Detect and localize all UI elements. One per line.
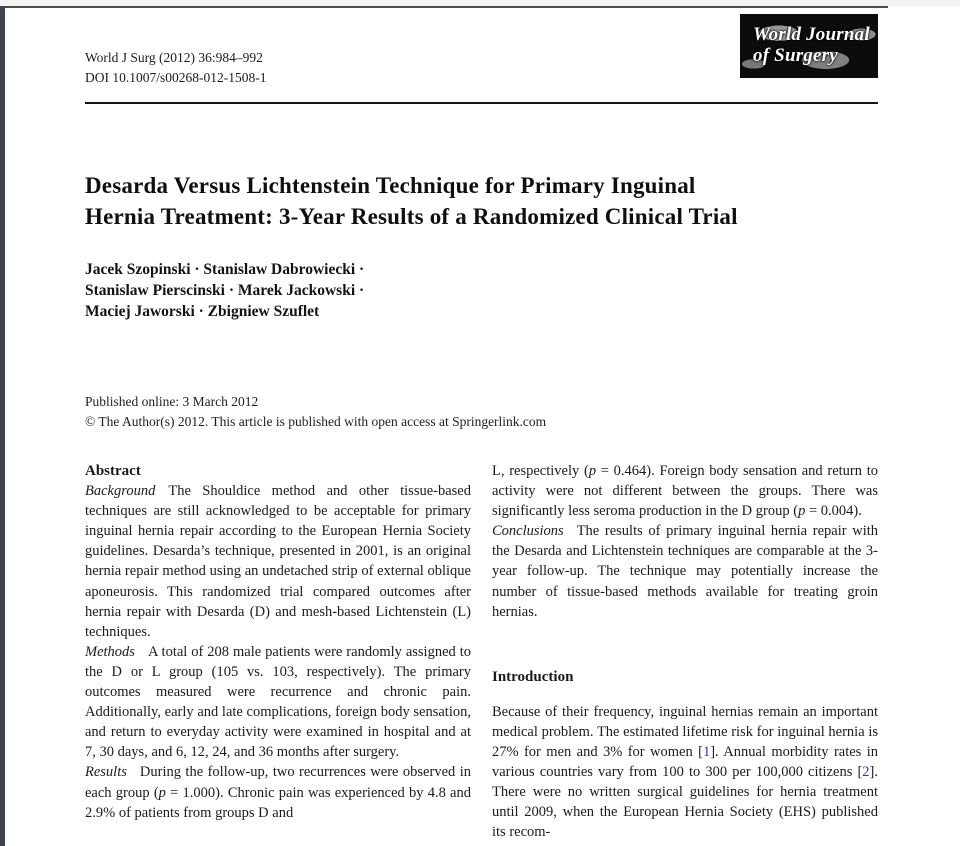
title-line: Hernia Treatment: 3-Year Results of a Randomized Clinical Trial	[85, 204, 738, 229]
text-segment: ]. There were no written surgical guidelines for hernia treatment until 2009, when the European Hernia Society (EHS) published its recom-	[492, 764, 878, 841]
text-segment: p	[588, 463, 597, 479]
publication-info	[85, 392, 878, 431]
text-segment: p	[158, 784, 166, 801]
text-segment: The Shouldice method and other tissue-based techniques are still acknowledged to be acceptable for primary inguinal hernia repair according to the European Hernia Society guidelines. Desarda’s technique, presented in 2001, is an original hernia repair method using an undetached strip of external oblique aponeurosis. This randomized trial compared outcomes after hernia repair with Desarda (D) and mesh-based Lichtenstein (L) techniques.	[85, 483, 471, 640]
abstract-conclusions-paragraph	[492, 521, 878, 621]
author-line: Maciej Jaworski · Zbigniew Szuflet	[85, 303, 320, 320]
author-line: Stanislaw Pierscinski · Marek Jackowski ·	[85, 282, 365, 299]
copyright-notice: © The Author(s) 2012. This article is published with open access at Springerlink.com	[85, 413, 547, 429]
text-segment: ]. Annual morbidity rates in various countries vary from 100 to 300 per 100,000 citizens [	[492, 744, 878, 781]
abstract-background-paragraph	[85, 481, 471, 642]
text-segment: p	[798, 503, 806, 520]
introduction-paragraph	[492, 702, 878, 843]
author-list	[85, 259, 878, 322]
text-segment: Because of their frequency, inguinal hernias remain an important medical problem. The estimated lifetime risk for inguinal hernia is 27% for men and 3% for women [	[492, 703, 878, 761]
left-column	[85, 461, 471, 843]
journal-logo	[740, 14, 878, 78]
published-online-date: Published online: 3 March 2012	[85, 394, 259, 409]
two-column-body	[85, 461, 878, 843]
journal-logo-text	[740, 14, 878, 66]
right-column	[492, 461, 878, 843]
text-segment: A total of 208 male patients were randomly assigned to the D or L group (105 vs. 103, respectively). The primary outcomes measured were recurrence and chronic pain. Additionally, early and late complications, foreign body sensation, and return to everyday activity were examined in hospital and at 7, 30 days, and 6, 12, 24, and 36 months after surgery.	[85, 643, 471, 761]
abstract-methods-paragraph	[85, 642, 471, 763]
paragraph-label: Background	[85, 483, 156, 500]
article-page	[5, 8, 960, 846]
abstract-results-paragraph	[85, 762, 471, 822]
text-segment: = 0.004).	[805, 503, 862, 520]
text-segment: L, respectively (	[492, 463, 589, 479]
journal-logo-line2: of Surgery	[753, 45, 838, 66]
doi-line: DOI 10.1007/s00268-012-1508-1	[85, 70, 267, 85]
text-segment: = 0.464). Foreign body sensation and return to activity were not different between the groups. There was significantly less seroma production in the D group (	[492, 463, 878, 520]
author-line: Jacek Szopinski · Stanislaw Dabrowiecki ·	[85, 261, 365, 278]
window-left-edge	[0, 6, 5, 846]
paragraph-label: Methods	[85, 643, 135, 660]
header-divider	[85, 102, 878, 104]
journal-logo-line1: World Journal	[753, 24, 870, 45]
journal-citation: World J Surg (2012) 36:984–992	[85, 50, 263, 65]
paragraph-label: Results	[85, 764, 127, 781]
paragraph-label: Conclusions	[492, 523, 564, 540]
citation-link[interactable]: 1	[702, 744, 711, 761]
introduction-heading: Introduction	[492, 668, 574, 685]
title-line: Desarda Versus Lichtenstein Technique for Primary Inguinal	[85, 173, 696, 198]
article-title	[85, 170, 878, 232]
text-segment: During the follow-up, two recurrences were observed in each group (	[85, 764, 471, 801]
abstract-results-continued-paragraph	[492, 461, 878, 521]
text-segment: = 1.000). Chronic pain was experienced by 4.8 and 2.9% of patients from groups D and	[85, 784, 471, 821]
abstract-heading: Abstract	[85, 463, 141, 479]
page-header	[85, 24, 878, 96]
text-segment: The results of primary inguinal hernia repair with the Desarda and Lichtenstein techniques are comparable at the 3-year follow-up. The technique may potentially increase the number of tissue-based methods available for treating groin hernias.	[492, 523, 878, 620]
citation-link[interactable]: 2	[862, 764, 870, 781]
page-top-border	[0, 6, 888, 8]
